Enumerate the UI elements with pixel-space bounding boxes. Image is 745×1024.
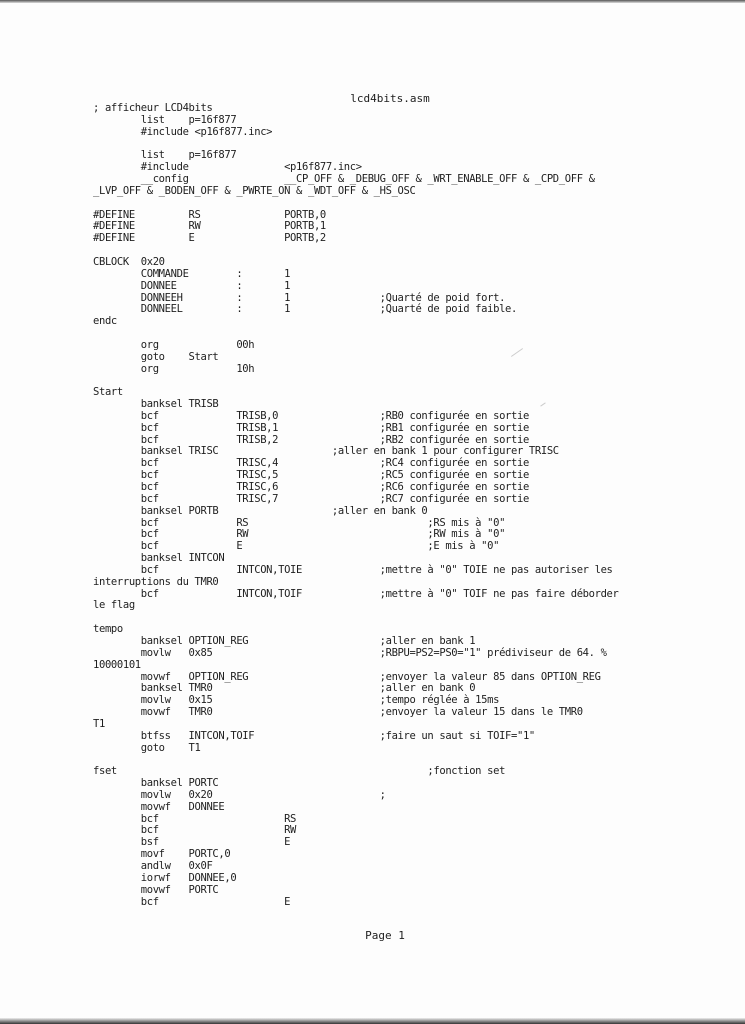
scan-edge-top [0, 0, 745, 3]
scan-edge-bottom [0, 1018, 745, 1024]
code-listing: ; afficheur LCD4bits list p=16f877 #include <p16f877.inc> list p=16f877 #include <p16f877.inc> __config __CP_OFF & _DEBUG_OFF & _WRT_ENABLE_OFF & _CPD_OFF & _LVP_OFF & _BODEN_OFF & _PWRTE_ON & _WDT_OFF & _HS_OSC #DEFINE RS PORTB,0 #DEFINE RW PORTB,1 #DEFINE E PORTB,2 CBLOCK 0x20 COMMANDE : 1 DONNEE : 1 DONNEEH : 1 ;Quarté de poid fort. DONNEEL : 1 ;Quarté de poid faible. endc org 00h goto Start org 10h Start banksel TRISB bcf TRISB,0 ;RB0 configurée en sortie bcf TRISB,1 ;RB1 configurée en sortie bcf TRISB,2 ;RB2 configurée en sortie banksel TRISC ;aller en bank 1 pour configurer TRISC bcf TRISC,4 ;RC4 configurée en sortie bcf TRISC,5 ;RC5 configurée en sortie bcf TRISC,6 ;RC6 configurée en sortie bcf TRISC,7 ;RC7 configurée en sortie banksel PORTB ;aller en bank 0 bcf RS ;RS mis à "0" bcf RW ;RW mis à "0" bcf E ;E mis à "0" banksel INTCON bcf INTCON,TOIE ;mettre à "0" TOIE ne pas autoriser les interruptions du TMR0 bcf INTCON,TOIF ;mettre à "0" TOIF ne pas faire déborder le flag tempo banksel OPTION_REG ;aller en bank 1 movlw 0x85 ;RBPU=PS2=PS0="1" prédiviseur de 64. % 10000101 movwf OPTION_REG ;envoyer la valeur 85 dans OPTION_REG banksel TMR0 ;aller en bank 0 movlw 0x15 ;tempo réglée à 15ms movwf TMR0 ;envoyer la valeur 15 dans le TMR0 T1 btfss INTCON,TOIF ;faire un saut si TOIF="1" goto T1 fset ;fonction set banksel PORTC movlw 0x20 ; movwf DONNEE bcf RS bcf RW bsf E movf PORTC,0 andlw 0x0F iorwf DONNEE,0 movwf PORTC bcf E [93, 102, 619, 908]
page-number: Page 1 [365, 929, 405, 942]
document-title: lcd4bits.asm [350, 92, 430, 105]
